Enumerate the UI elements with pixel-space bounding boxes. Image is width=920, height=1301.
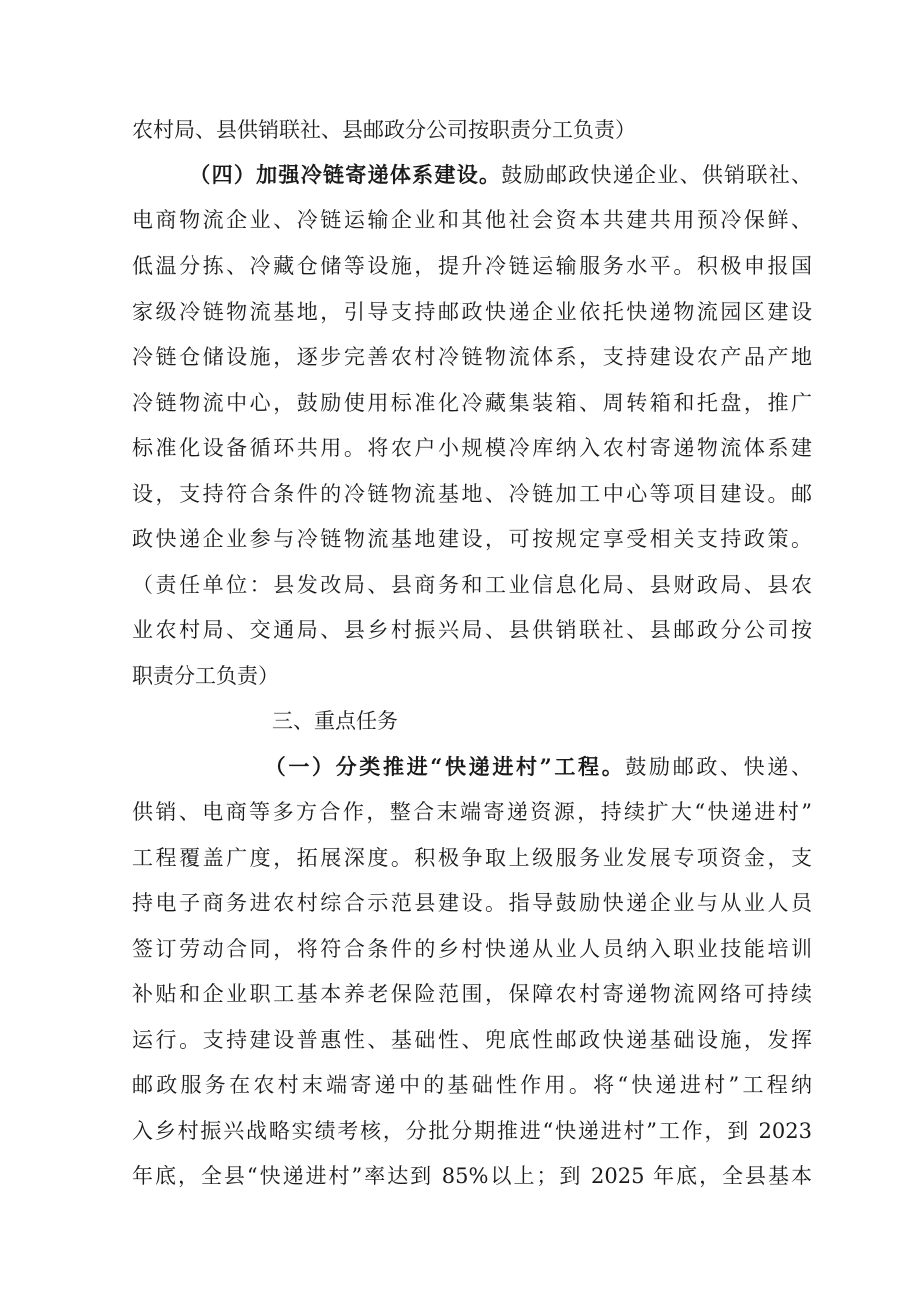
task1-line: 工程覆盖广度，拓展深度。积极争取上级服务业发展专项资金，支 — [132, 846, 812, 870]
section-title: 三、重点任务 — [272, 709, 398, 733]
task1-line: 邮政服务在农村末端寄递中的基础性作用。将“快递进村”工程纳 — [132, 1073, 812, 1097]
section4-line-0: 鼓励邮政快递企业、供销联社、 — [501, 163, 813, 187]
task1-heading: （一）分类推进“快递进村”工程。 — [262, 754, 626, 779]
section4-line: 设，支持符合条件的冷链物流基地、冷链加工中心等项目建设。邮 — [132, 482, 812, 506]
section4-line: 业农村局、交通局、县乡村振兴局、县供销联社、县邮政分公司按 — [132, 618, 812, 642]
paragraph-line: 农村局、县供销联社、县邮政分公司按职责分工负责） — [132, 118, 636, 142]
task1-line: 运行。支持建设普惠性、基础性、兜底性邮政快递基础设施，发挥 — [132, 1028, 812, 1052]
task1-line: 年底，全县“快递进村”率达到 85%以上；到 2025 年底，全县基本 — [132, 1164, 812, 1188]
section4-line: 低温分拣、冷藏仓储等设施，提升冷链运输服务水平。积极申报国 — [132, 254, 812, 278]
section4-line: 冷链仓储设施，逐步完善农村冷链物流体系，支持建设农产品产地 — [132, 345, 812, 369]
task1-line: 补贴和企业职工基本养老保险范围，保障农村寄递物流网络可持续 — [132, 982, 812, 1006]
section4-line: （责任单位：县发改局、县商务和工业信息化局、县财政局、县农 — [132, 573, 812, 597]
task1-line: 签订劳动合同，将符合条件的乡村快递从业人员纳入职业技能培训 — [132, 937, 812, 961]
section4-line: 家级冷链物流基地，引导支持邮政快递企业依托快递物流园区建设 — [132, 300, 812, 324]
task1-line: 供销、电商等多方合作，整合末端寄递资源，持续扩大“快递进村” — [132, 800, 812, 824]
section4-heading: （四）加强冷链寄递体系建设。 — [188, 162, 502, 187]
task1-line-0: 鼓励邮政、快递、 — [625, 755, 812, 779]
section4-line: 政快递企业参与冷链物流基地建设，可按规定享受相关支持政策。 — [132, 527, 812, 551]
section4-line: 标准化设备循环共用。将农户小规模冷库纳入农村寄递物流体系建 — [132, 436, 812, 460]
section4-line: 冷链物流中心，鼓励使用标准化冷藏集装箱、周转箱和托盘，推广 — [132, 391, 812, 415]
task1-first-line — [132, 752, 812, 782]
section4-line: 电商物流企业、冷链运输企业和其他社会资本共建共用预冷保鲜、 — [132, 208, 812, 232]
section4-line: 职责分工负责） — [132, 664, 279, 688]
section4-first-line — [132, 160, 812, 190]
task1-line: 入乡村振兴战略实绩考核，分批分期推进“快递进村”工作，到 2023 — [132, 1119, 812, 1143]
task1-line: 持电子商务进农村综合示范县建设。指导鼓励快递企业与从业人员 — [132, 891, 812, 915]
